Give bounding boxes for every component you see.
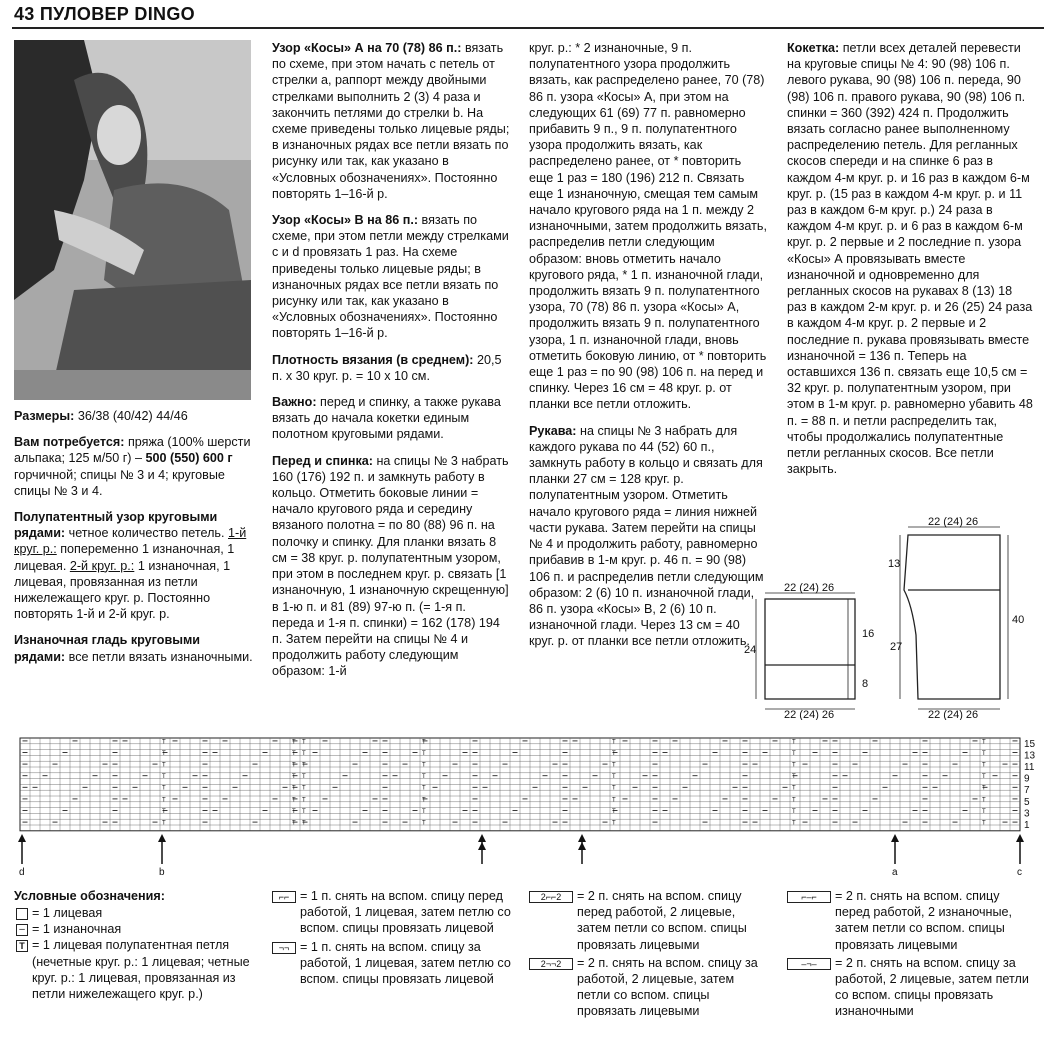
svg-text:T: T bbox=[982, 785, 986, 792]
chart-row-label: 5 bbox=[1024, 796, 1030, 808]
chart-grid bbox=[20, 738, 1020, 831]
density-text: 20,5 п. х 30 круг. р. = 10 х 10 см. bbox=[272, 352, 502, 383]
svg-text:T: T bbox=[612, 797, 616, 804]
knit-symbol-icon bbox=[16, 908, 28, 920]
sleeve-bottom-dim: 22 (24) 26 bbox=[928, 709, 979, 720]
svg-text:T: T bbox=[162, 785, 166, 792]
svg-text:T: T bbox=[292, 762, 296, 769]
svg-text:T: T bbox=[612, 808, 616, 815]
sleeves-text: на спицы № 3 набрать для каждого рукава по 44 (52) 60 п., замкнуть работу в кольцо и связать для планки 27 см = 128 круг. р. полупатентным узором. Отметить начало кругового ряда = линия нижней части рукава. Затем перейти на спицы № 4 и продолжить работу, равномерно прибавив в 1-м круг. р. 46 п. = 90 (98) 106 п. и распределив петли следующим образом: 2 (6) 10 п. изнаночной глади, 86 п. узора «Косы» В, 2 (6) 10 п. изнаночной глади. Через 13 см = 40 круг. р. от планки все петли отложить. bbox=[529, 423, 764, 649]
yoke-text: петли всех деталей перевести на круговые спицы № 4: 90 (98) 106 п. левого рукава, 90 (98) 106 п. переда, 90 (98) 106 п. правого рукава, 90 (98) 106 п. спинки = 360 (392) 424 п. Продолжить вязать согласно ранее выполненному распределению петель. Для регланных скосов спереди и на спинке 6 раз в каждом 4-м круг. р. и 16 раз в каждом 6-м круг. р. (15 раз в каждом 4-м круг. р. и 11 раз в каждом 6-м круг. р.) 24 раза в каждом 4-м круг. р. и 6 раз в каждом 6-м круг. р. 2 первые и 2 последние п. узора «Косы» А провязывать вместе изнаночной и одновременно для регланных скосов на рукавах 8 (13) 18 раз в каждом 2-м круг. р. и 26 (25) 24 раза в каждом 4-м круг. р. 2 первые и 2 последние п. рукава провязывать вместе изнаночной = 136 п. Теперь на оставшихся 136 п. связать еще 10,5 см = 32 круг. р. полупатентным узором, при этом в 1-м круг. р. равномерно убавить 48 п. = 88 п. и петли распределить так, чтобы продолжались полупатентные петли регланных скосов. Все петли закрыть. bbox=[787, 41, 1033, 477]
svg-text:T: T bbox=[162, 774, 166, 781]
front-top-dim: 22 (24) 26 bbox=[784, 582, 835, 594]
yoke-label: Кокетка: bbox=[787, 41, 840, 55]
svg-text:T: T bbox=[982, 739, 986, 746]
svg-text:T: T bbox=[982, 750, 986, 757]
chart-arrows bbox=[18, 834, 1024, 876]
half-pattern-row2: 2-й круг. р.: bbox=[69, 558, 135, 573]
svg-text:T: T bbox=[162, 797, 166, 804]
svg-text:T: T bbox=[162, 739, 166, 746]
svg-text:T: T bbox=[792, 820, 796, 827]
sleeve-top-dim: 22 (24) 26 bbox=[928, 516, 979, 528]
legend-col-3 bbox=[529, 888, 769, 1020]
cross-right-1x1-icon: ⌐⌐ bbox=[272, 891, 296, 903]
chart-row-label: 7 bbox=[1024, 785, 1030, 797]
half-patent-symbol-icon: T bbox=[16, 940, 28, 952]
column-2 bbox=[272, 40, 510, 690]
legend-heading: Условные обозначения: bbox=[14, 889, 165, 903]
cable-b-text: вязать по схеме, при этом петли между стрелками с и d провязать 1 раз. На схеме приведены только лицевые ряды; в изнаночных рядах все петли вязать по рисунку или так, как указано в «Условных обозначениях». Постоянно повторять 1–16-й р. bbox=[272, 213, 509, 341]
sleeve-cap-dim: 13 bbox=[888, 558, 901, 570]
garment-schematic bbox=[740, 515, 1040, 720]
chart-arrow-label: a bbox=[892, 867, 898, 876]
legend-cross-right-2: 2⌐⌐2 = 2 п. снять на вспом. спицу перед работой, 2 лицевые, затем петли со вспом. спицы провязать лицевыми bbox=[529, 888, 769, 953]
svg-text:T: T bbox=[422, 820, 426, 827]
svg-text:T: T bbox=[792, 785, 796, 792]
legend-cross-left-2: 2¬¬2 = 2 п. снять на вспом. спицу за работой, 2 лицевые, затем петли со вспом. спицы провязать лицевыми bbox=[529, 955, 769, 1020]
legend-col-2 bbox=[272, 888, 512, 987]
svg-text:T: T bbox=[302, 820, 306, 827]
sizes-label: Размеры: bbox=[14, 409, 75, 423]
purl-label: Изнаночная гладь круговыми рядами: bbox=[14, 633, 201, 664]
svg-text:T: T bbox=[162, 750, 166, 757]
svg-text:T: T bbox=[612, 750, 616, 757]
page-title: 43 ПУЛОВЕР DINGO bbox=[14, 4, 195, 24]
svg-text:T: T bbox=[422, 739, 426, 746]
svg-text:T: T bbox=[792, 762, 796, 769]
svg-text:T: T bbox=[162, 762, 166, 769]
cross-purl-right-icon: ⌐–⌐ bbox=[787, 891, 831, 903]
svg-text:T: T bbox=[292, 739, 296, 746]
svg-text:T: T bbox=[292, 797, 296, 804]
needs-text-a: пряжа (100% шерсти альпака; 125 м/50 г) – bbox=[14, 435, 251, 466]
chart-row-label: 11 bbox=[1024, 762, 1035, 773]
svg-text:T: T bbox=[422, 774, 426, 781]
svg-text:T: T bbox=[302, 797, 306, 804]
chart-arrow-label: c bbox=[1017, 867, 1022, 876]
chart-row-label: 3 bbox=[1024, 808, 1030, 820]
important-label: Важно: bbox=[272, 395, 317, 410]
sleeve-left-dim: 27 bbox=[890, 641, 903, 653]
chart-row-label: 1 bbox=[1024, 820, 1030, 831]
column-1 bbox=[14, 408, 254, 675]
svg-text:T: T bbox=[292, 820, 296, 827]
chart-row-label: 13 bbox=[1024, 750, 1036, 762]
svg-text:T: T bbox=[162, 808, 166, 815]
purl-text: все петли вязать изнаночными. bbox=[68, 649, 253, 664]
svg-text:T: T bbox=[422, 785, 426, 792]
legend-col-4 bbox=[787, 888, 1037, 1020]
purl-symbol-icon: – bbox=[16, 924, 28, 936]
svg-text:T: T bbox=[422, 762, 426, 769]
front-bottom-dim: 22 (24) 26 bbox=[784, 709, 835, 720]
column-3 bbox=[529, 40, 767, 660]
svg-text:T: T bbox=[302, 750, 306, 757]
needs-text-b: горчичной; спицы № 3 и 4; круговые спицы № 3 и 4. bbox=[14, 467, 225, 498]
svg-text:T: T bbox=[292, 808, 296, 815]
cable-a-label: Узор «Косы» А на 70 (78) 86 п.: bbox=[272, 41, 462, 55]
svg-text:T: T bbox=[792, 750, 796, 757]
chart-row-label: 9 bbox=[1024, 773, 1030, 785]
svg-text:T: T bbox=[792, 739, 796, 746]
cross-left-2x2-icon: 2¬¬2 bbox=[529, 958, 573, 970]
front-back-label: Перед и спинка: bbox=[272, 453, 373, 468]
svg-text:T: T bbox=[422, 750, 426, 757]
svg-text:T: T bbox=[302, 762, 306, 769]
svg-text:T: T bbox=[982, 762, 986, 769]
density-label: Плотность вязания (в среднем): bbox=[272, 352, 474, 367]
sleeves-label: Рукава: bbox=[529, 423, 577, 438]
cross-left-1x1-icon: ¬¬ bbox=[272, 942, 296, 954]
half-pattern-c: 1 изнаночная, 1 лицевая, провязанная из петли нижележащего круг. р. Постоянно повторять 1-й и 2-й круг. р. bbox=[14, 558, 231, 622]
cross-purl-left-icon: –¬– bbox=[787, 958, 831, 970]
half-pattern-a: четное количество петель. bbox=[68, 526, 225, 541]
sizes-value: 36/38 (40/42) 44/46 bbox=[77, 409, 188, 423]
title-divider bbox=[12, 27, 1044, 29]
svg-text:T: T bbox=[292, 785, 296, 792]
svg-text:T: T bbox=[302, 774, 306, 781]
svg-text:T: T bbox=[982, 820, 986, 827]
legend-half-patent: T = 1 лицевая полупатентная петля (нечетные круг. р.: 1 лицевая; четные круг. р.: 1 лицевая, провязанная из петли нижележащего круг. р.) bbox=[16, 937, 256, 1002]
svg-text:T: T bbox=[292, 774, 296, 781]
front-right-dim: 16 bbox=[862, 628, 875, 640]
cable-a-text: вязать по схеме, при этом начать с петель от стрелки а, раппорт между двойными стрелками выполнить 2 (3) 4 раза и закончить петлями до стрелки b. На схеме приведены только лицевые ряды; в изнаночных рядах все петли вязать по рисунку или так, как указано в «Условных обозначениях». Постоянно повторять 1–16-й р. bbox=[272, 41, 510, 201]
svg-text:T: T bbox=[792, 774, 796, 781]
chart-arrow-label: b bbox=[159, 867, 165, 876]
needs-label: Вам потребуется: bbox=[14, 435, 125, 450]
svg-text:T: T bbox=[612, 762, 616, 769]
sleeve-right-dim: 40 bbox=[1012, 614, 1025, 626]
svg-text:T: T bbox=[302, 739, 306, 746]
needs-amount: 500 (550) 600 г bbox=[145, 451, 233, 466]
svg-text:T: T bbox=[612, 774, 616, 781]
legend-knit: = 1 лицевая bbox=[16, 905, 256, 921]
svg-text:T: T bbox=[792, 808, 796, 815]
front-band-dim: 8 bbox=[862, 678, 869, 690]
front-back-text: на спицы № 3 набрать 160 (176) 192 п. и замкнуть работу в кольцо. Отметить боковые линии = начало кругового ряда и середину вязаного полотна = по 80 (88) 96 п. на полочку и спинку. Для планки вязать 8 см = 38 круг. р. полупатентным узором, при этом в последнем круг. р. связать [1 изнаночную, 1 изнаночную скрещенную] в 1-ю п. и 81 (89) 97-ю п. (= 1-я п. переда и 1-я п. спинки) = 162 (178) 194 п. Затем перейти на спицы № 4 и продолжить работу следующим образом: 1-й bbox=[272, 453, 509, 679]
front-body-outline bbox=[765, 599, 855, 699]
svg-text:T: T bbox=[612, 820, 616, 827]
svg-text:T: T bbox=[982, 808, 986, 815]
half-pattern-label: Полупатентный узор круговыми рядами: bbox=[14, 510, 218, 541]
model-photo bbox=[14, 40, 251, 400]
legend-cross-left-1: ¬¬ = 1 п. снять на вспом. спицу за работой, 1 лицевая, затем петлю со вспом. спицы провязать лицевой bbox=[272, 939, 512, 988]
svg-text:T: T bbox=[982, 797, 986, 804]
cross-right-2x2-icon: 2⌐⌐2 bbox=[529, 891, 573, 903]
svg-text:T: T bbox=[422, 808, 426, 815]
knitting-chart bbox=[8, 736, 1048, 876]
svg-text:T: T bbox=[302, 808, 306, 815]
legend-purl: – = 1 изнаночная bbox=[16, 921, 256, 937]
svg-text:T: T bbox=[982, 774, 986, 781]
svg-text:T: T bbox=[292, 750, 296, 757]
column-4 bbox=[787, 40, 1035, 487]
chart-row-label: 15 bbox=[1024, 738, 1036, 750]
svg-text:T: T bbox=[162, 820, 166, 827]
chart-arrow-label: d bbox=[19, 867, 25, 876]
cable-b-label: Узор «Косы» В на 86 п.: bbox=[272, 213, 419, 228]
svg-text:T: T bbox=[612, 739, 616, 746]
important-text: перед и спинку, а также рукава вязать до начала кокетки единым полотном круговыми рядами. bbox=[272, 395, 501, 442]
sleeve-outline bbox=[904, 535, 1000, 699]
half-pattern-b: попеременно 1 изнаночная, 1 лицевая. bbox=[14, 542, 235, 573]
legend-cross-right-1: ⌐⌐ = 1 п. снять на вспом. спицу перед работой, 1 лицевая, затем петлю со вспом. спицы провязать лицевой bbox=[272, 888, 512, 937]
front-back-continued: круг. р.: * 2 изнаночные, 9 п. полупатентного узора продолжить вязать, как распределено ранее, 70 (78) 86 п. узора «Косы» А, при этом на следующих 61 (69) 77 п. равномерно прибавить 9 п., 9 п. полупатентного узора продолжить вязать, как распределено ранее, от * повторить еще 1 раз = 180 (196) 212 п. Связать еще 1 изнаночную, смещая тем самым начало кругового ряда на 1 п. между 2 изнаночными, затем продолжить вязать, распределив петли следующим образом: вновь отметить начало кругового ряда, * 1 п. изнаночной глади, продолжить вязать 9 п. полупатентного узора, 70 (78) 86 п. узора «Косы» А, продолжить вязать 9 п. полупатентного узора, 1 п. изнаночной глади, вновь отметить боковую линию, от * повторить еще 1 раз = по 90 (98) 106 п. на перед и спинку. Через 16 см = 48 круг. р. от планки все петли отложить. bbox=[529, 41, 767, 412]
svg-text:T: T bbox=[792, 797, 796, 804]
svg-text:T: T bbox=[612, 785, 616, 792]
legend-cross-purl-left: –¬– = 2 п. снять на вспом. спицу за работой, 2 лицевые, затем петли со вспом. спицы провязать изнаночными bbox=[787, 955, 1037, 1020]
legend-col-1 bbox=[16, 905, 256, 1002]
front-left-dim: 24 bbox=[744, 644, 757, 656]
svg-text:T: T bbox=[302, 785, 306, 792]
legend-cross-purl-right: ⌐–⌐ = 2 п. снять на вспом. спицу перед работой, 2 изнаночные, затем петли со вспом. спицы провязать лицевыми bbox=[787, 888, 1037, 953]
half-pattern-row1: 1-й круг. р.: bbox=[14, 526, 247, 557]
svg-text:T: T bbox=[422, 797, 426, 804]
